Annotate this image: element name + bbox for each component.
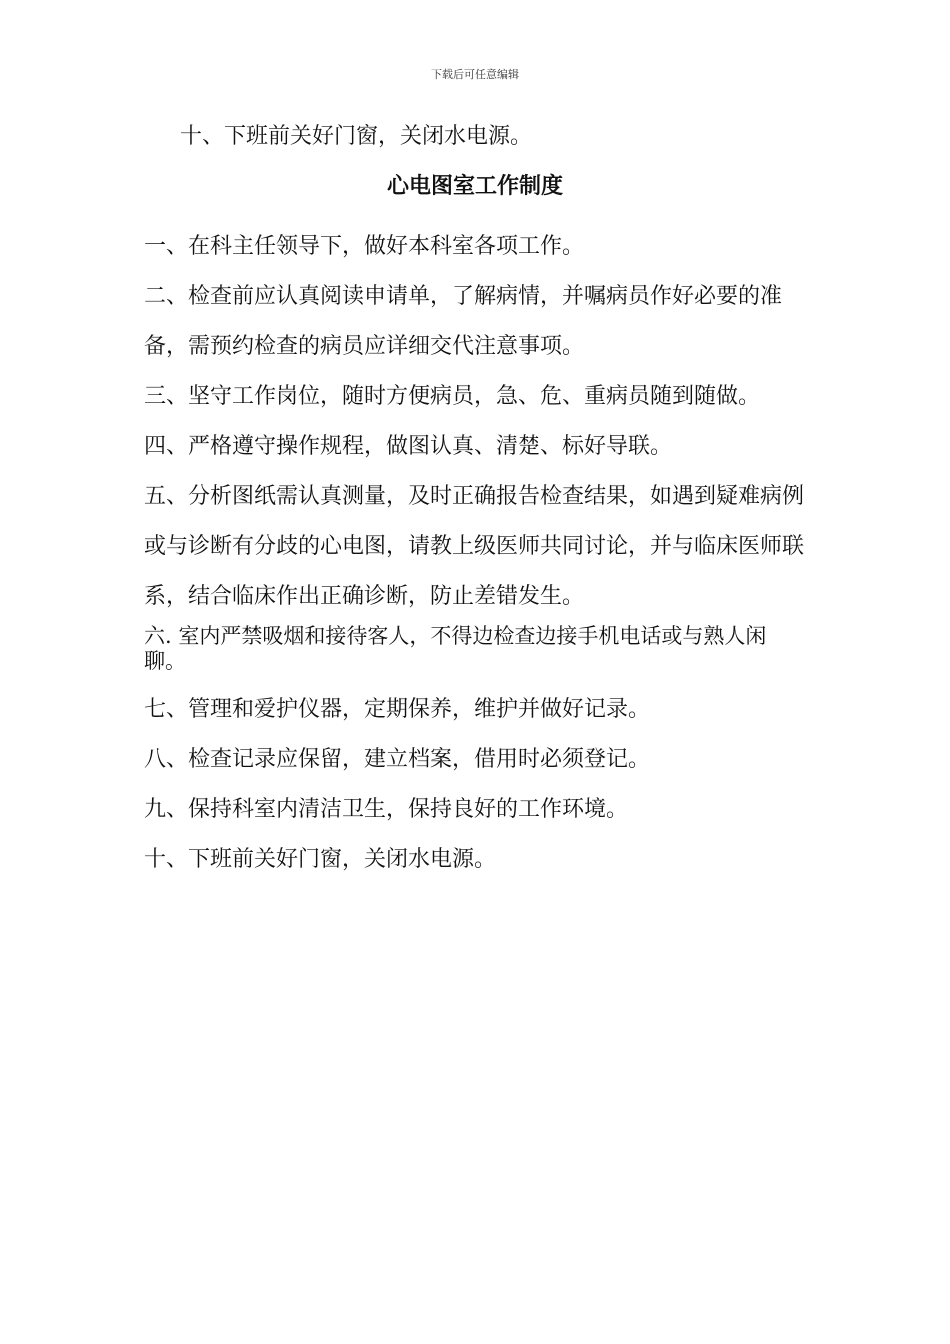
rule-item-10: 十、下班前关好门窗，关闭水电源。 <box>144 847 497 872</box>
rule-item-6: 六. 室内严禁吸烟和接待客人，不得边检查边接手机电话或与熟人闲聊。 <box>144 624 767 673</box>
rule-item-3: 三、坚守工作岗位，随时方便病员，急、危、重病员随到随做。 <box>144 384 761 409</box>
rule-item-5: 五、分析图纸需认真测量，及时正确报告检查结果，如遇到疑难病例或与诊断有分歧的心电图，请教上级医师共同讨论，并与临床医师联系，结合临床作出正确诊断，防止差错发生。 <box>144 484 805 609</box>
carry-over-paragraph: 十、下班前关好门窗，关闭水电源。 <box>180 124 533 149</box>
rule-item-2: 二、检查前应认真阅读申请单，了解病情，并嘱病员作好必要的准备，需预约检查的病员应详细交代注意事项。 <box>144 284 783 359</box>
rules-list <box>144 222 824 885</box>
document-title: 心电图室工作制度 <box>386 174 563 199</box>
rule-item-7: 七、管理和爱护仪器，定期保养，维护并做好记录。 <box>144 697 651 722</box>
rule-item-8: 八、检查记录应保留，建立档案，借用时必须登记。 <box>144 747 651 772</box>
rule-item-1: 一、在科主任领导下，做好本科室各项工作。 <box>144 234 585 259</box>
page-header-note: 下载后可任意编辑 <box>431 68 519 81</box>
rule-item-9-part-2: 保持良好的工作环境。 <box>408 797 629 822</box>
rule-item-4: 四、严格遵守操作规程，做图认真、清楚、标好导联。 <box>144 434 673 459</box>
rule-item-9-part-1: 九、保持科室内清洁卫生， <box>144 797 409 822</box>
rule-item-9 <box>144 785 824 835</box>
